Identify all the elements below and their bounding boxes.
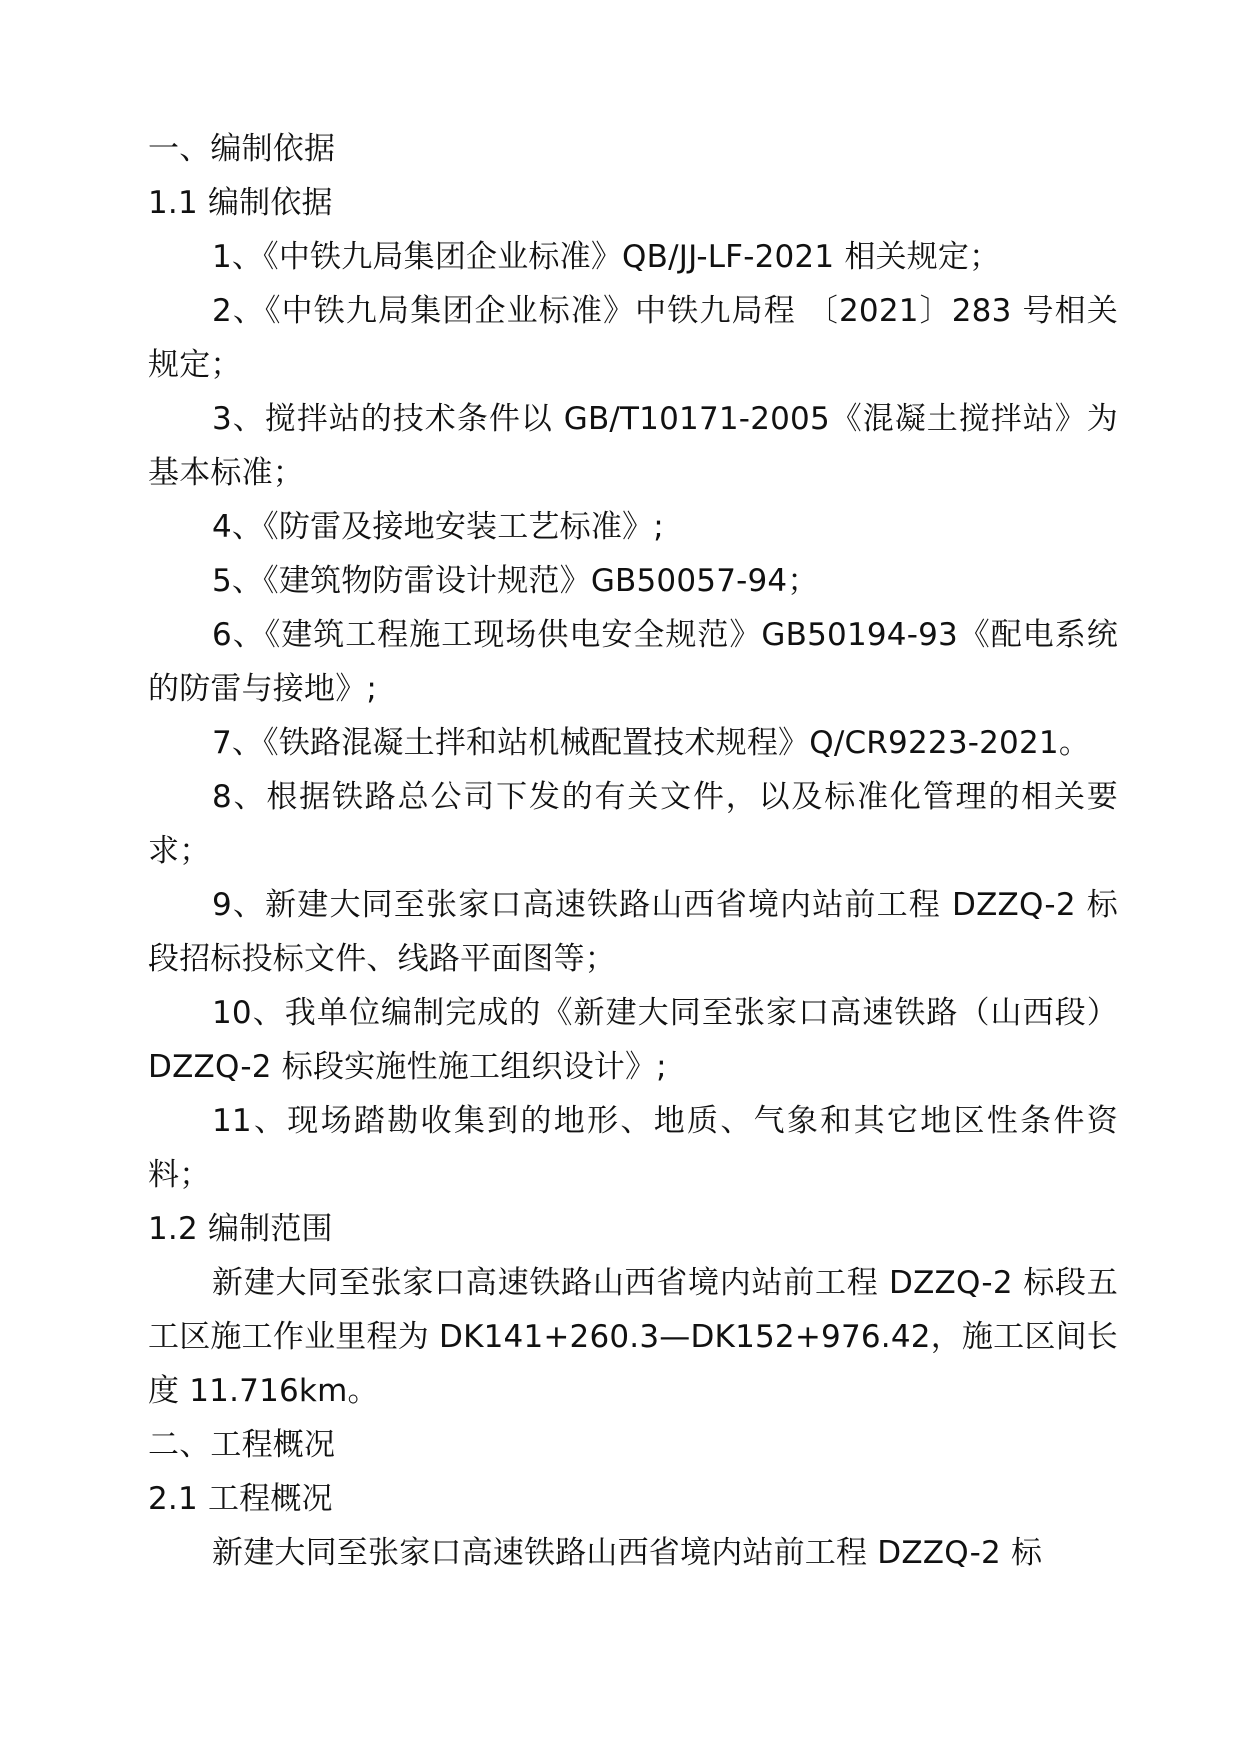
subsection-heading-1-1: 1.1 编制依据 [148,185,333,221]
subsection-heading-2-1: 2.1 工程概况 [148,1481,333,1517]
basis-item-9: 9、新建大同至张家口高速铁路山西省境内站前工程 DZZQ-2 标段招标投标文件、线路平面图等； [148,887,1118,977]
subsection-heading-1-2: 1.2 编制范围 [148,1211,333,1247]
basis-item-7: 7、《铁路混凝土拌和站机械配置技术规程》Q/CR9223-2021。 [212,725,1091,761]
basis-item-1: 1、《中铁九局集团企业标准》QB/JJ-LF-2021 相关规定； [212,239,1001,275]
section-heading-2: 二、工程概况 [148,1427,336,1463]
basis-item-4: 4、《防雷及接地安装工艺标准》; [212,509,664,545]
basis-item-8: 8、根据铁路总公司下发的有关文件，以及标准化管理的相关要求； [148,779,1118,869]
document-body [148,122,1118,1580]
basis-item-2: 2、《中铁九局集团企业标准》中铁九局程 〔2021〕283 号相关规定； [148,293,1118,383]
basis-list [148,230,1118,1202]
basis-item-3: 3、搅拌站的技术条件以 GB/T10171-2005《混凝土搅拌站》为基本标准； [148,401,1118,491]
basis-item-5: 5、《建筑物防雷设计规范》GB50057-94； [212,563,819,599]
basis-item-6: 6、《建筑工程施工现场供电安全规范》GB50194-93《配电系统的防雷与接地》; [148,617,1118,707]
section-heading-1: 一、编制依据 [148,131,336,167]
basis-item-10: 10、我单位编制完成的《新建大同至张家口高速铁路（山西段）DZZQ-2 标段实施性施工组织设计》; [148,995,1118,1085]
overview-paragraph: 新建大同至张家口高速铁路山西省境内站前工程 DZZQ-2 标 [212,1535,1043,1571]
basis-item-11: 11、现场踏勘收集到的地形、地质、气象和其它地区性条件资料； [148,1103,1118,1193]
scope-paragraph: 新建大同至张家口高速铁路山西省境内站前工程 DZZQ-2 标段五工区施工作业里程为 DK141+260.3—DK152+976.42，施工区间长度 11.716km。 [148,1265,1118,1409]
